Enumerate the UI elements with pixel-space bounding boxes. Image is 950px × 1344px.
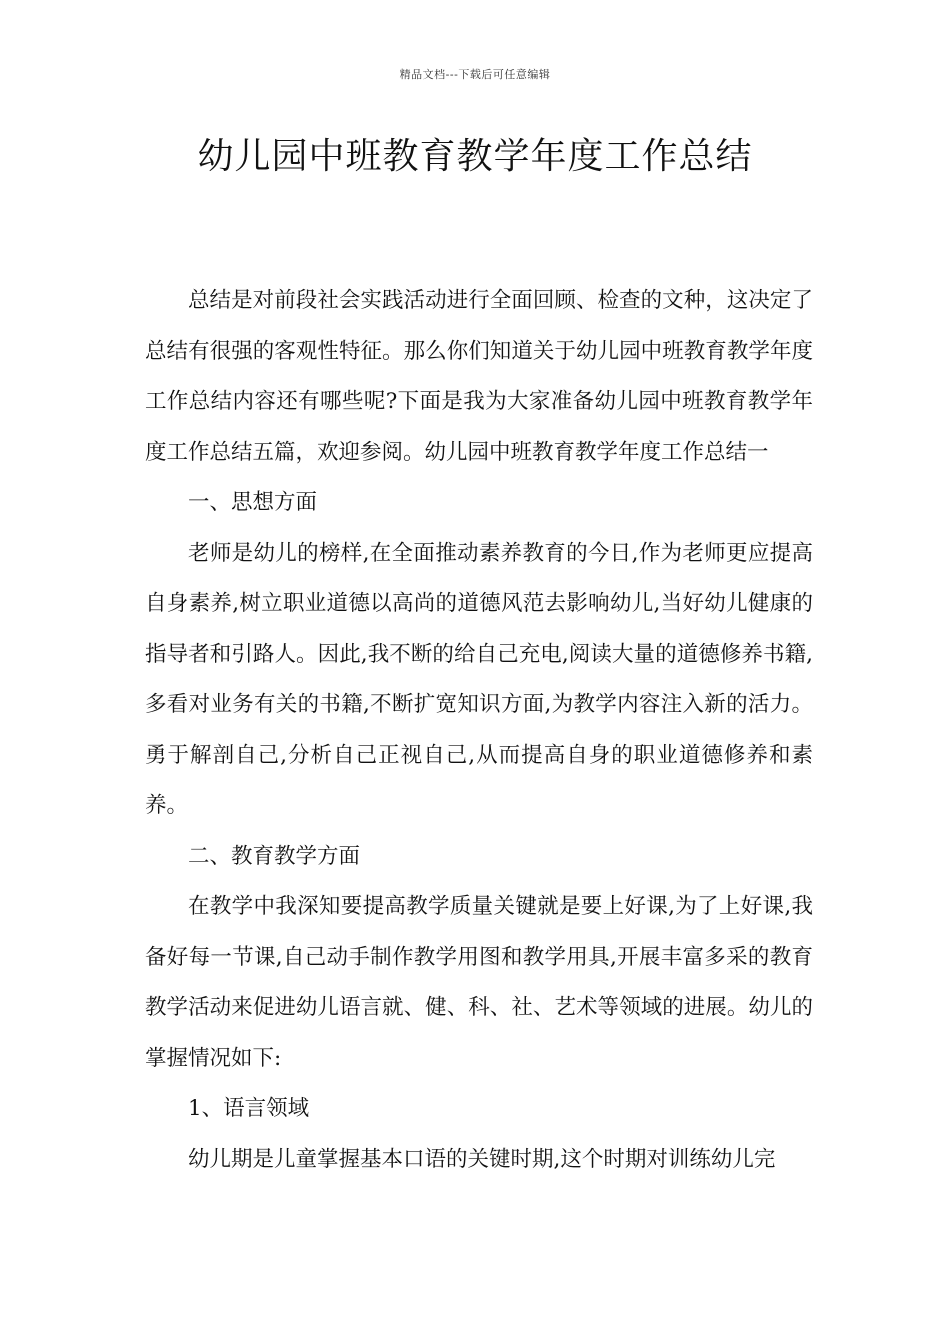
body-paragraph: 幼儿期是儿童掌握基本口语的关键时期,这个时期对训练幼儿完 — [188, 1146, 776, 1172]
section-heading: 二、教育教学方面 — [188, 843, 361, 869]
section-heading: 一、思想方面 — [188, 490, 318, 515]
subsection-heading: 1、语言领域 — [188, 1096, 310, 1121]
body-paragraph: 总结是对前段社会实践活动进行全面回顾、检查的文种，这决定了总结有很强的客观性特征。那么你们知道关于幼儿园中班教育教学年度工作总结内容还有哪些呢?下面是我为大家准备幼儿园中班教育教学年度工作总结五篇，欢迎参阅。幼儿园中班教育教学年度工作总结一 — [145, 288, 813, 465]
document-title: 幼儿园中班教育教学年度工作总结 — [197, 136, 753, 177]
body-paragraph: 老师是幼儿的榜样,在全面推动素养教育的今日,作为老师更应提高自身素养,树立职业道德以高尚的道德风范去影响幼儿,当好幼儿健康的指导者和引路人。因此,我不断的给自己充电,阅读大量的道德修养书籍,多看对业务有关的书籍,不断扩宽知识方面,为教学内容注入新的活力。勇于解剖自己,分析自己正视自己,从而提高自身的职业道德修养和素养。 — [145, 540, 813, 818]
document-body — [145, 276, 813, 1185]
body-paragraph: 在教学中我深知要提高教学质量关键就是要上好课,为了上好课,我备好每一节课,自己动手制作教学用图和教学用具,开展丰富多采的教育教学活动来促进幼儿语言就、健、科、社、艺术等领域的进展。幼儿的掌握情况如下: — [145, 894, 813, 1071]
header-note: 精品文档---下载后可任意编辑 — [399, 68, 551, 81]
